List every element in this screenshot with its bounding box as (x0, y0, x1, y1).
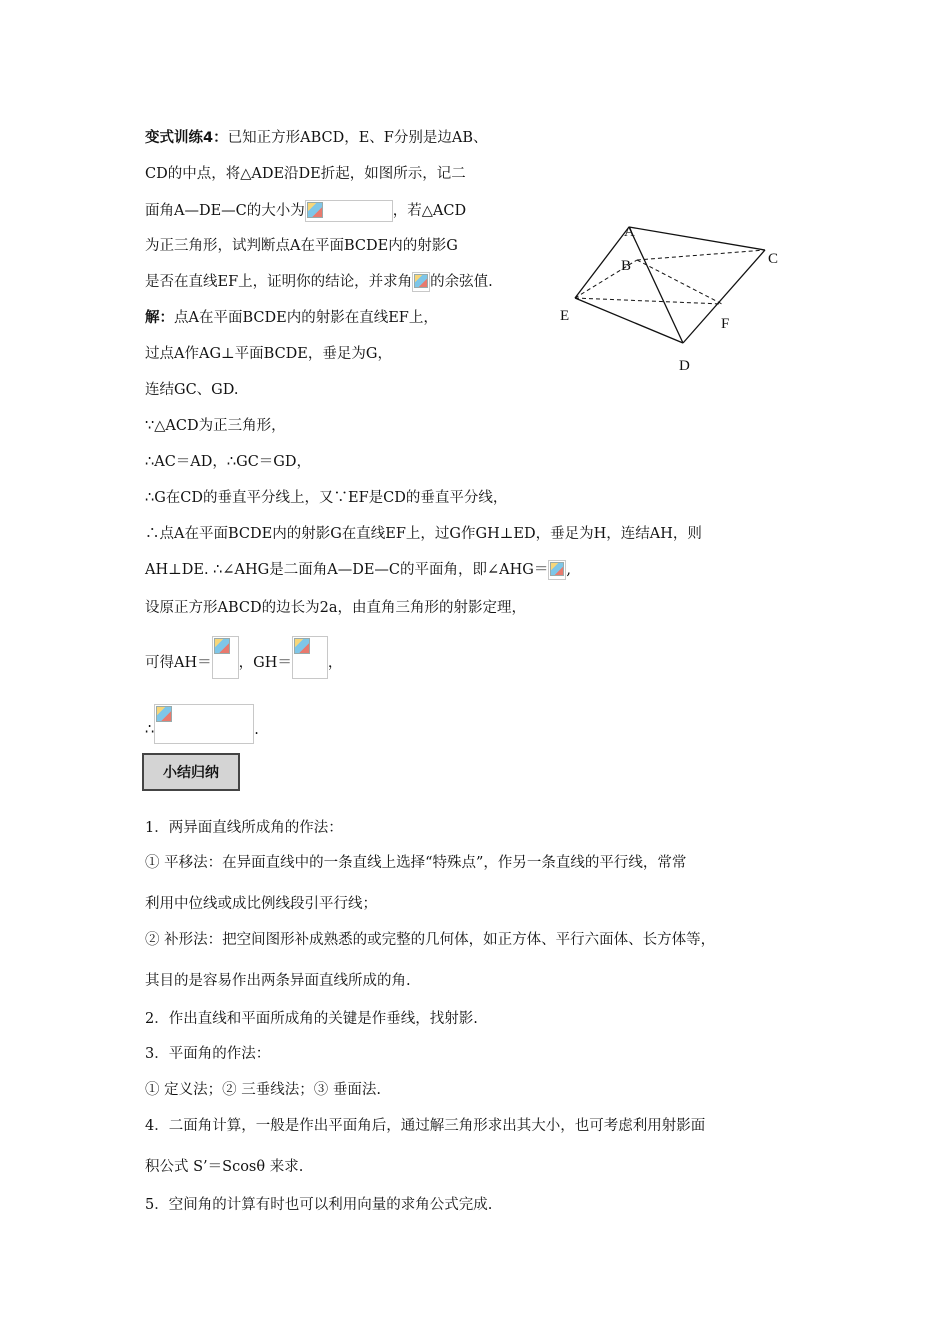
problem-line-3: 面角A—DE—C的大小为 ，若△ACD (145, 200, 466, 222)
summary-item: 积公式 S’＝Scosθ 来求. (145, 1159, 304, 1175)
problem-line-2: CD的中点，将△ADE沿DE折起，如图所示，记二 (145, 166, 466, 182)
broken-image-icon (414, 274, 428, 288)
edge-BF (637, 260, 722, 304)
solution-line-11: ∴ . (145, 704, 259, 744)
formula-image-placeholder (154, 704, 254, 744)
label-E: E (560, 308, 570, 324)
solution-line-10: 可得AH＝ ，GH＝ ， (145, 636, 342, 679)
broken-image-icon (214, 638, 230, 654)
summary-item: ① 平移法：在异面直线中的一条直线上选择“特殊点”，作另一条直线的平行线，常常 (145, 855, 687, 871)
summary-item: 5．空间角的计算有时也可以利用向量的求角公式完成. (145, 1197, 493, 1213)
folded-square-figure (555, 215, 795, 385)
summary-item: 利用中位线或成比例线段引平行线； (145, 896, 377, 912)
label-D: D (679, 358, 690, 374)
problem-text: 已知正方形ABCD，E、F分别是边AB、 (227, 130, 488, 146)
solution-line-6: ∴G在CD的垂直平分线上，又∵EF是CD的垂直平分线， (145, 490, 508, 506)
solution-line-3: 连结GC、GD. (145, 382, 239, 398)
solution-line-2: 过点A作AG⊥平面BCDE，垂足为G， (145, 346, 392, 362)
summary-item: 1．两异面直线所成角的作法： (145, 820, 343, 836)
formula-image-placeholder (548, 560, 566, 580)
formula-image-placeholder (305, 200, 393, 222)
broken-image-icon (294, 638, 310, 654)
formula-image-placeholder (292, 636, 328, 679)
formula-image-placeholder (412, 272, 430, 292)
problem-line-5: 是否在直线EF上，证明你的结论，并求角 的余弦值. (145, 274, 493, 290)
label-C: C (768, 251, 779, 267)
edge-AC (629, 227, 765, 250)
solution-line-4: ∵△ACD为正三角形， (145, 418, 286, 434)
summary-item: 4．二面角计算，一般是作出平面角后，通过解三角形求出其大小，也可考虑利用射影面 (145, 1118, 706, 1134)
label-F: F (721, 316, 730, 332)
summary-item: 其目的是容易作出两条异面直线所成的角. (145, 973, 411, 989)
broken-image-icon (307, 202, 323, 218)
edge-ED (575, 298, 683, 343)
formula-image-placeholder (212, 636, 239, 679)
summary-item: 2．作出直线和平面所成角的关键是作垂线，找射影. (145, 1011, 478, 1027)
problem-title: 变式训练4： (145, 130, 228, 146)
summary-item: ② 补形法：把空间图形补成熟悉的或完整的几何体，如正方体、平行六面体、长方体等， (145, 932, 716, 948)
summary-item: 3．平面角的作法： (145, 1046, 271, 1062)
problem-line-4: 为正三角形，试判断点A在平面BCDE内的射影G (145, 238, 458, 254)
solution-label: 解： (145, 310, 174, 326)
solution-line-9: 设原正方形ABCD的边长为2a，由直角三角形的射影定理， (145, 600, 526, 616)
solution-line-8: AH⊥DE. ∴∠AHG是二面角A—DE—C的平面角，即∠AHG＝ , (145, 562, 571, 578)
solution-line-5: ∴AC＝AD，∴GC＝GD， (145, 454, 311, 470)
edge-EF (575, 298, 722, 304)
broken-image-icon (156, 706, 172, 722)
summary-item: ① 定义法；② 三垂线法；③ 垂面法. (145, 1082, 381, 1098)
label-B: B (621, 258, 632, 274)
problem-line-1 (145, 128, 487, 148)
label-A: A (624, 224, 635, 240)
broken-image-icon (550, 562, 564, 576)
summary-heading: 小结归纳 (163, 765, 219, 781)
solution-line-7: ∴点A在平面BCDE内的射影G在直线EF上，过G作GH⊥ED，垂足为H，连结AH，则 (145, 526, 702, 542)
summary-heading-box (142, 753, 240, 791)
solution-line-1: 解：点A在平面BCDE内的射影在直线EF上， (145, 310, 438, 326)
edge-BC (637, 250, 765, 260)
edge-AD (629, 227, 683, 343)
